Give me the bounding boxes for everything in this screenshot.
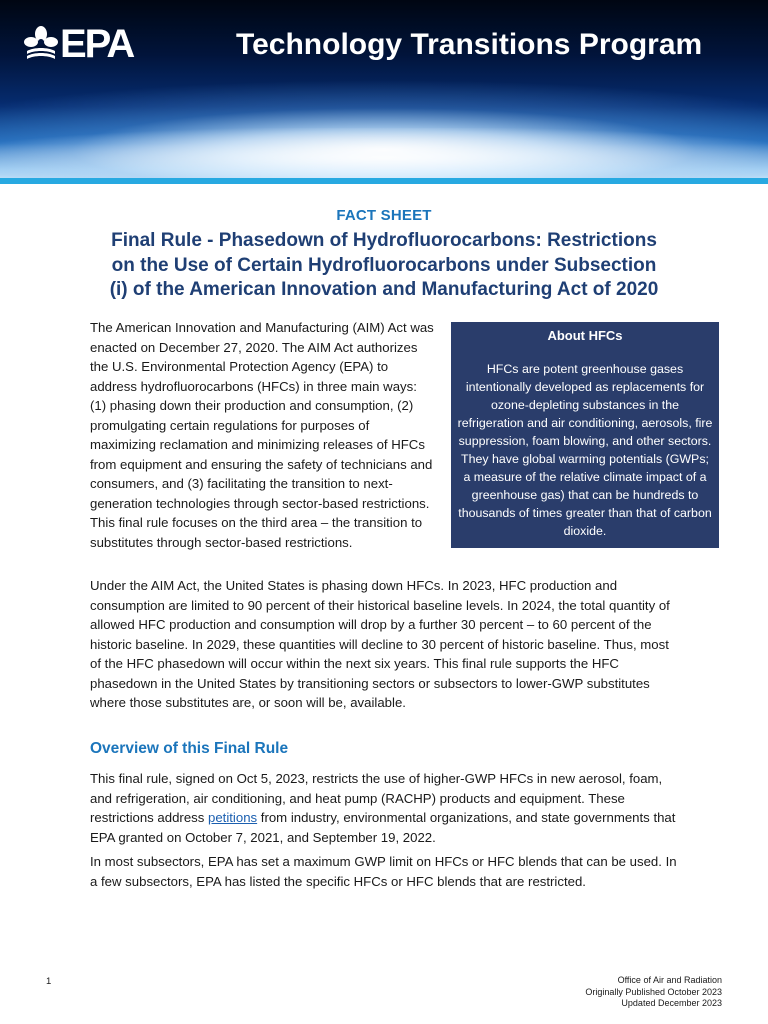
overview-paragraph bbox=[90, 769, 682, 847]
intro-paragraph: The American Innovation and Manufacturing (AIM) Act was enacted on December 27, 2020. The AIM Act authorizes the U.S. Environmental Protection Agency (EPA) to address hydrofluorocarbons (HFCs) in three main ways: (1) phasing down their production and consumption, (2) promulgating certain regulations for purposes of maximizing reclamation and minimizing releases of HFCs from equipment and ensuring the safety of technicians and consumers, and (3) facilitating the transition to next-generation technologies through sector-based restrictions. This final rule focuses on the third area – the transition to substitutes through sector-based restrictions. bbox=[90, 320, 434, 550]
document-title-line: Final Rule - Phasedown of Hydrofluorocarbons: Restrictions bbox=[111, 230, 657, 251]
subsectors-paragraph: In most subsectors, EPA has set a maximum GWP limit on HFCs or HFC blends that can be used. In a few subsectors, EPA has listed the specific HFCs or HFC blends that are restricted. bbox=[90, 854, 677, 889]
overview-text-before-link: This final rule, signed on Oct 5, 2023, restricts the use of higher-GWP HFCs in new aerosol, foam, and refrigeration, air conditioning, and heat pump (RACHP) products and equipment. These restrictions address bbox=[90, 771, 663, 825]
sidebar-title: About HFCs bbox=[547, 328, 623, 343]
epa-flower-logo-icon bbox=[24, 25, 58, 63]
footer-info bbox=[585, 975, 722, 1010]
fact-sheet-label: FACT SHEET bbox=[336, 207, 432, 224]
logo-wordmark: EPA bbox=[60, 22, 134, 66]
footer-published-date: Originally Published October 2023 bbox=[585, 986, 722, 997]
banner-divider bbox=[0, 178, 768, 184]
banner-horizon-glow bbox=[0, 128, 768, 184]
document-title-line: on the Use of Certain Hydrofluorocarbons under Subsection bbox=[111, 254, 657, 276]
about-hfcs-sidebar bbox=[451, 322, 719, 548]
footer-office: Office of Air and Radiation bbox=[617, 975, 722, 985]
document-title bbox=[84, 229, 684, 303]
phasedown-paragraph: Under the AIM Act, the United States is phasing down HFCs. In 2023, HFC production and consumption are limited to 90 percent of their historical baseline levels. In 2024, the total quantity of allowed HFC production and consumption will drop by a further 30 percent – to 60 percent of the historic baseline. In 2029, these quantities will decline to 30 percent of historic baseline. Thus, most of the HFC phasedown will occur within the next six years. This final rule supports the HFC phasedown in the United States by transitioning sectors or subsectors to lower-GWP substitutes where those substitutes are, or soon will be, available. bbox=[90, 578, 670, 710]
overview-text-after-link: from industry, environmental organizations, and state governments that EPA granted on October 7, 2021, and September 19, 2022. bbox=[90, 810, 676, 845]
program-title: Technology Transitions Program bbox=[236, 28, 703, 61]
overview-heading: Overview of this Final Rule bbox=[90, 740, 289, 757]
sidebar-body: HFCs are potent greenhouse gases intentionally developed as replacements for ozone-depleting substances in the refrigeration and air conditioning, aerosols, fire suppression, foam blowing, and other sectors. They have global warming potentials (GWPs; a measure of the relative climate impact of a greenhouse gas) that can be hundreds to thousands of times greater than that of carbon dioxide. bbox=[457, 362, 713, 538]
footer-updated-date: Updated December 2023 bbox=[621, 998, 722, 1008]
banner bbox=[0, 0, 768, 184]
page-number: 1 bbox=[46, 976, 52, 987]
epa-logo[interactable] bbox=[24, 24, 133, 64]
petitions-link[interactable]: petitions bbox=[208, 810, 258, 825]
document-title-line: (i) of the American Innovation and Manufacturing Act of 2020 bbox=[109, 279, 659, 300]
